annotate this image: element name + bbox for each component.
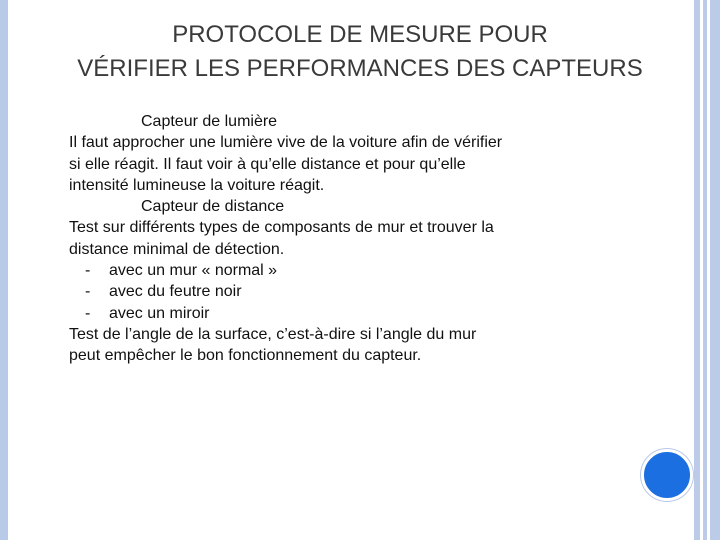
bullet-dash: - xyxy=(85,283,91,301)
border-stripe xyxy=(710,0,720,540)
section-heading-distance: Capteur de distance xyxy=(141,198,285,216)
bullet-item xyxy=(69,260,589,281)
body-line: si elle réagit. Il faut voir à qu’elle distance et pour qu’elle xyxy=(69,155,466,173)
bullet-text: avec un miroir xyxy=(109,304,210,322)
slide-title xyxy=(20,18,700,86)
body-line: intensité lumineuse la voiture réagit. xyxy=(69,176,325,194)
bullet-text: avec du feutre noir xyxy=(109,283,242,301)
bullet-text: avec un mur « normal » xyxy=(109,262,278,280)
section-heading-light: Capteur de lumière xyxy=(141,113,278,130)
title-line: PROTOCOLE DE MESURE POUR xyxy=(172,21,548,48)
body-line: Test sur différents types de composants de mur et trouver la xyxy=(69,219,494,237)
body-line: Il faut approcher une lumière vive de la voiture afin de vérifier xyxy=(69,134,503,152)
title-line: VÉRIFIER LES PERFORMANCES DES CAPTEURS xyxy=(77,55,643,82)
bullet-item xyxy=(69,303,589,324)
bullet-dash: - xyxy=(85,304,91,322)
bullet-item xyxy=(69,281,589,302)
body-line: distance minimal de détection. xyxy=(69,240,285,258)
bullet-dash: - xyxy=(85,262,91,280)
left-border-decoration xyxy=(0,0,8,540)
slide-body xyxy=(69,111,589,367)
body-line: peut empêcher le bon fonctionnement du capteur. xyxy=(69,347,422,365)
body-line: Test de l’angle de la surface, c’est-à-dire si l’angle du mur xyxy=(69,325,477,343)
border-stripe xyxy=(703,0,707,540)
decorative-circle xyxy=(641,449,693,501)
